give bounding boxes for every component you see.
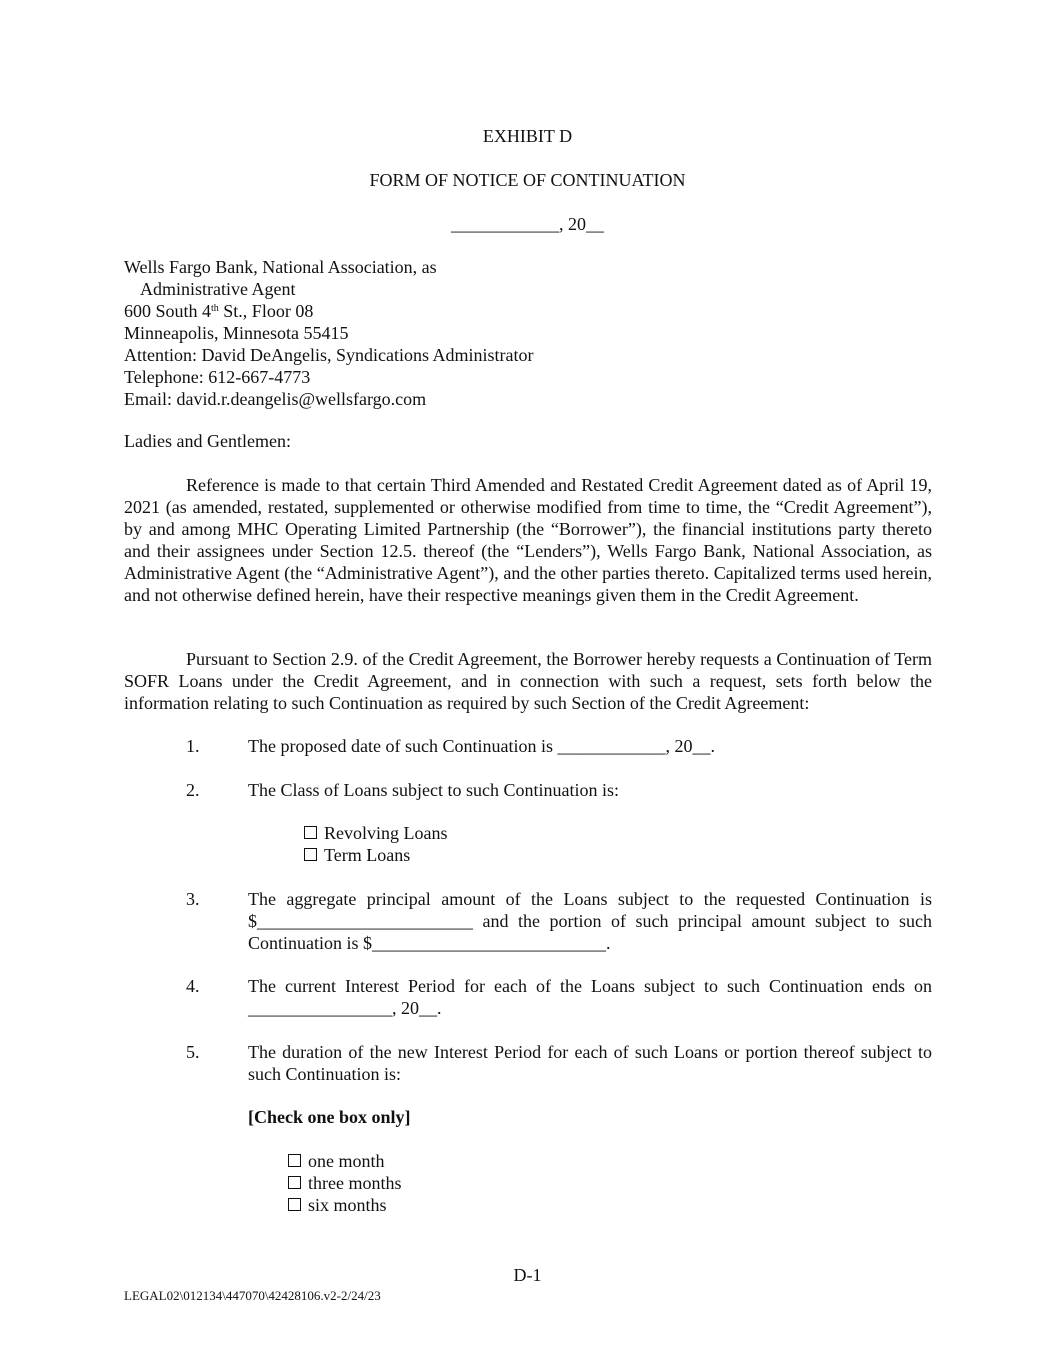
item-number: 5. [186,1042,200,1062]
recipient-address [124,256,932,410]
checkbox-option[interactable] [304,822,448,844]
attention-line: Attention: David DeAngelis, Syndications Administrator [124,345,534,365]
checkbox-icon[interactable] [304,848,317,861]
checkbox-icon[interactable] [288,1176,301,1189]
date-line: ____________, 20__ [451,214,604,234]
checkbox-option[interactable] [288,1172,401,1194]
item-text: The proposed date of such Continuation is ____________, 20__. [248,736,715,756]
checkbox-label: Term Loans [324,845,411,865]
telephone-line: Telephone: 612-667-4773 [124,367,311,387]
salutation: Ladies and Gentlemen: [124,431,291,451]
item-number: 2. [186,780,200,800]
checkbox-option[interactable] [304,844,410,866]
item-text: The current Interest Period for each of the Loans subject to such Continuation ends on ________________, 20__. [248,976,932,1018]
checkbox-label: six months [308,1195,387,1215]
checkbox-icon[interactable] [288,1154,301,1167]
item-text: The duration of the new Interest Period for each of such Loans or portion thereof subject to such Continuation is: [248,1042,932,1084]
checkbox-option[interactable] [288,1150,385,1172]
address-line-3-pre: 600 South 4 [124,301,212,321]
check-instruction: [Check one box only] [248,1107,411,1127]
address-line-3 [124,300,932,322]
document-footer: LEGAL02\012134\447070\42428106.v2-2/24/23 [124,1288,381,1303]
item-text: The aggregate principal amount of the Loans subject to the requested Continuation is $________________________ and the portion of such principal amount subject to such Continuation is $__________________________. [248,889,932,953]
item-number: 3. [186,889,200,909]
checkbox-icon[interactable] [288,1198,301,1211]
checkbox-icon[interactable] [304,826,317,839]
address-line-3-post: St., Floor 08 [218,301,314,321]
reference-paragraph: Reference is made to that certain Third Amended and Restated Credit Agreement dated as of April 19, 2021 (as amended, restated, supplemented or otherwise modified from time to time, the “Credit Agreement”), by and among MHC Operating Limited Partnership (the “Borrower”), the financial institutions party thereto and their assignees under Section 12.5. thereof (the “Lenders”), Wells Fargo Bank, National Association, as Administrative Agent (the “Administrative Agent”), and the other parties thereto. Capitalized terms used herein, and not otherwise defined herein, have their respective meanings given them in the Credit Agreement. [124,475,932,605]
item-number: 1. [186,736,200,756]
checkbox-option[interactable] [288,1194,387,1216]
request-paragraph: Pursuant to Section 2.9. of the Credit Agreement, the Borrower hereby requests a Continuation of Term SOFR Loans under the Credit Agreement, and in connection with such a request, sets forth below the information relating to such Continuation as required by such Section of the Credit Agreement: [124,649,932,713]
address-line-4: Minneapolis, Minnesota 55415 [124,323,349,343]
address-line-2: Administrative Agent [140,279,296,299]
checkbox-label: one month [308,1151,385,1171]
item-text: The Class of Loans subject to such Continuation is: [248,780,619,800]
exhibit-heading: EXHIBIT D [482,126,573,146]
address-line-1: Wells Fargo Bank, National Association, as [124,257,437,277]
checkbox-label: three months [308,1173,402,1193]
form-title: FORM OF NOTICE OF CONTINUATION [369,170,686,190]
email-line: Email: david.r.deangelis@wellsfargo.com [124,389,427,409]
item-number: 4. [186,976,200,996]
page-number: D-1 [513,1265,542,1285]
address-line-3-sup: th [211,303,219,314]
checkbox-label: Revolving Loans [324,823,448,843]
